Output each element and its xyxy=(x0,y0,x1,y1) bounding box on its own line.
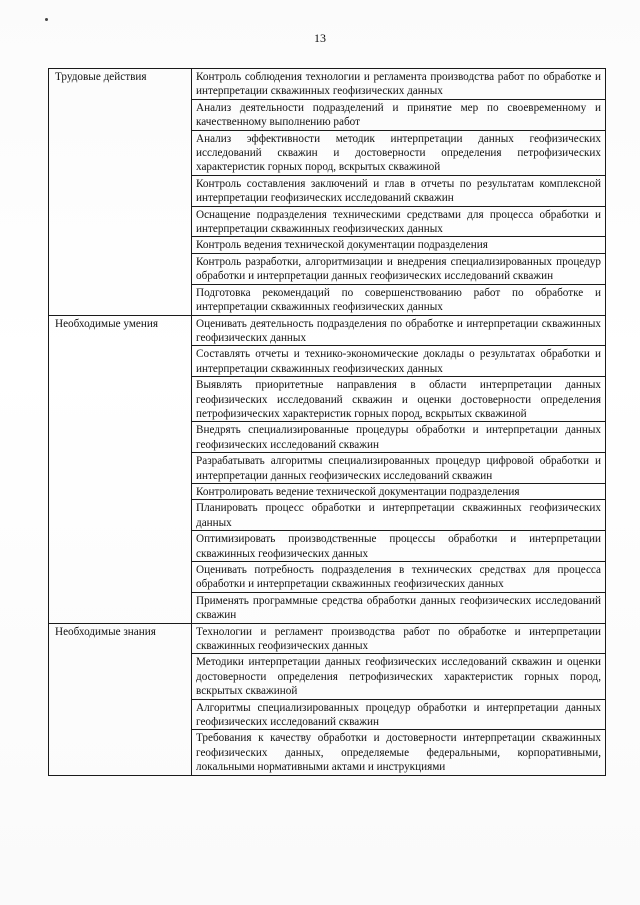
item-cell: Оснащение подразделения техническими средствами для процесса обработки и интерпретации скважинных геофизических данных xyxy=(192,206,606,237)
item-cell: Составлять отчеты и технико-экономические доклады о результатах обработки и интерпретации скважинных геофизических данных xyxy=(192,346,606,377)
page-number: 13 xyxy=(314,31,326,45)
item-cell: Контролировать ведение технической документации подразделения xyxy=(192,483,606,499)
table-row xyxy=(49,69,606,100)
item-cell: Требования к качеству обработки и достоверности интерпретации скважинных геофизических данных, определяемые федеральными, корпоративными, локальными нормативными актами и инструкциями xyxy=(192,730,606,775)
item-cell: Выявлять приоритетные направления в области интерпретации данных геофизических исследований скважин и оценки достоверности определения петрофизических характеристик горных пород, вскрытых скважиной xyxy=(192,377,606,422)
item-cell: Планировать процесс обработки и интерпретации скважинных геофизических данных xyxy=(192,500,606,531)
item-cell: Оценивать потребность подразделения в технических средствах для процесса обработки и интерпретации скважинных геофизических данных xyxy=(192,562,606,593)
table-row xyxy=(49,315,606,346)
category-cell: Трудовые действия xyxy=(49,69,192,316)
item-cell: Контроль разработки, алгоритмизации и внедрения специализированных процедур обработки и интерпретации данных геофизических исследований скважин xyxy=(192,253,606,284)
category-cell: Необходимые знания xyxy=(49,623,192,775)
item-cell: Оценивать деятельность подразделения по обработке и интерпретации скважинных геофизических данных xyxy=(192,315,606,346)
item-cell: Технологии и регламент производства работ по обработке и интерпретации скважинных геофизических данных xyxy=(192,623,606,654)
item-cell: Методики интерпретации данных геофизических исследований скважин и оценки достоверности определения петрофизических характеристик горных пород, вскрытых скважиной xyxy=(192,654,606,699)
scan-speck xyxy=(45,18,48,21)
item-cell: Анализ эффективности методик интерпретации данных геофизических исследований скважин и достоверности определения петрофизических характеристик горных пород, вскрытых скважиной xyxy=(192,130,606,175)
item-cell: Подготовка рекомендаций по совершенствованию работ по обработке и интерпретации скважинных геофизических данных xyxy=(192,284,606,315)
table-row xyxy=(49,623,606,654)
category-cell: Необходимые умения xyxy=(49,315,192,623)
competency-table xyxy=(48,68,606,776)
item-cell: Оптимизировать производственные процессы обработки и интерпретации скважинных геофизических данных xyxy=(192,531,606,562)
item-cell: Применять программные средства обработки данных геофизических исследований скважин xyxy=(192,592,606,623)
item-cell: Разрабатывать алгоритмы специализированных процедур цифровой обработки и интерпретации данных геофизических исследований скважин xyxy=(192,453,606,484)
item-cell: Контроль составления заключений и глав в отчеты по результатам комплексной интерпретации геофизических исследований скважин xyxy=(192,175,606,206)
item-cell: Контроль ведения технической документации подразделения xyxy=(192,237,606,253)
item-cell: Алгоритмы специализированных процедур обработки и интерпретации данных геофизических исследований скважин xyxy=(192,699,606,730)
competency-table-body xyxy=(49,69,606,776)
item-cell: Анализ деятельности подразделений и принятие мер по своевременному и качественному выполнению работ xyxy=(192,99,606,130)
item-cell: Контроль соблюдения технологии и регламента производства работ по обработке и интерпретации скважинных геофизических данных xyxy=(192,69,606,100)
item-cell: Внедрять специализированные процедуры обработки и интерпретации данных геофизических исследований скважин xyxy=(192,422,606,453)
